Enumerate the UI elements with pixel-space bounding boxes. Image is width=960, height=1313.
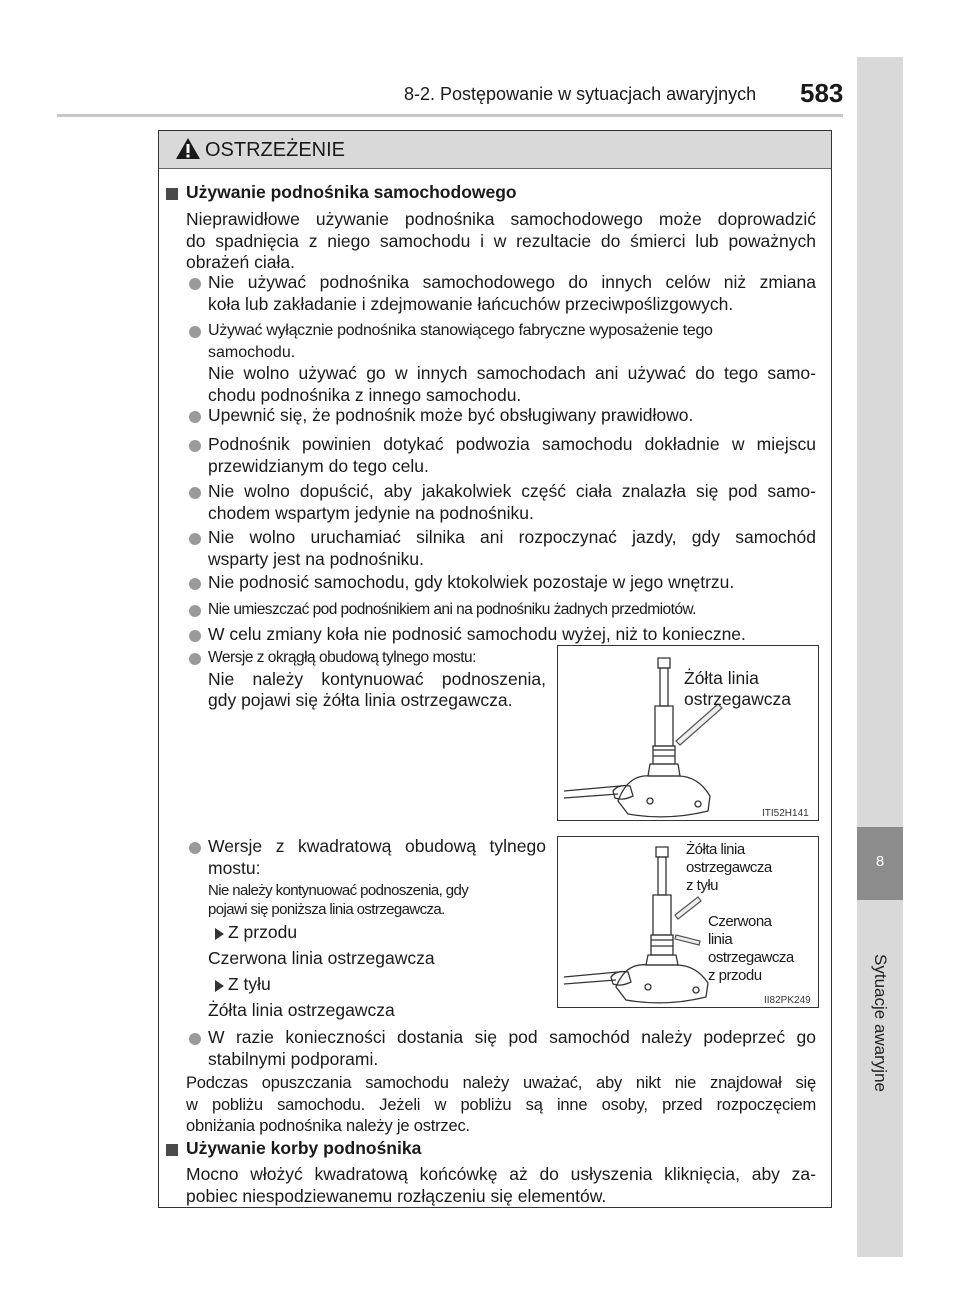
- rear-text: Żółta linia ostrzegawcza: [208, 1000, 395, 1020]
- figure-code: II82PK249: [764, 995, 811, 1006]
- bullet-text: W razie konieczności dostania się pod samochód należy podeprzeć go stabilnymi podporami.: [208, 1027, 816, 1069]
- bullet-text: Wersje z okrągłą obudową tylnego mostu: Nie należy kontynuować podnoszenia, gdy pojawi się żółta linia ostrzegawcza.: [208, 649, 546, 710]
- figure-code: ITI52H141: [762, 808, 809, 819]
- section-square-icon: [166, 188, 178, 200]
- section-heading-jack: Używanie podnośnika samochodowego: [186, 182, 517, 202]
- bullet-icon: [189, 630, 201, 642]
- bullet-icon: [189, 411, 201, 423]
- figure-jack-round-axle: [557, 645, 819, 821]
- figure-label-rear: Żółta linia ostrzegawcza z tyłu: [686, 841, 772, 894]
- rear-label: Z tyłu: [228, 974, 271, 994]
- section-heading-crank: Używanie korby podnośnika: [186, 1138, 422, 1158]
- intro-paragraph: Nieprawidłowe używanie podnośnika samochodowego może doprowadzić do spadnięcia z niego samochodu i w rezultacie do śmierci lub poważnych obrażeń ciała.: [186, 209, 816, 272]
- arrow-right-icon: [215, 980, 224, 992]
- figure-jack-square-axle: [557, 836, 819, 1008]
- warning-triangle-icon: [175, 137, 201, 160]
- section-title: 8-2. Postępowanie w sytuacjach awaryjnych: [404, 84, 757, 104]
- front-label: Z przodu: [228, 922, 298, 942]
- bullet-text: Nie wolno dopuścić, aby jakakolwiek część ciała znalazła się pod samo- chodem wspartym jedynie na podnośniku.: [208, 481, 816, 523]
- chapter-number-tab: 8: [857, 827, 903, 900]
- bullet-text: Upewnić się, że podnośnik może być obsługiwany prawidłowo.: [208, 405, 694, 425]
- bullet-icon: [189, 578, 201, 590]
- outro-paragraph: Podczas opuszczania samochodu należy uważać, aby nikt nie znajdował się w pobliżu samochodu. Jeżeli w pobliżu są inne osoby, przed rozpoczęciem obniżania podnośnika należy je ostrzec.: [186, 1074, 816, 1135]
- chapter-title: Sytuacje awaryjne: [871, 954, 890, 1092]
- bullet-text: Używać wyłącznie podnośnika stanowiącego fabryczne wyposażenie tego samochodu. Nie wolno używać go w innych samochodach ani używać do tego samo- chodu podnośnika z innego samochodu.: [208, 322, 816, 405]
- bullet-text: Nie używać podnośnika samochodowego do innych celów niż zmiana koła lub zakładanie i zdejmowanie łańcuchów przeciwpoślizgowych.: [208, 272, 816, 314]
- chapter-title-tab: [857, 905, 903, 1145]
- bullet-icon: [189, 440, 201, 452]
- bullet-icon: [189, 326, 201, 338]
- bullet-text: Nie wolno uruchamiać silnika ani rozpoczynać jazdy, gdy samochód wsparty jest na podnośniku.: [208, 527, 816, 569]
- figure-label: Żółta linia ostrzegawcza: [684, 668, 791, 709]
- bullet-text: Wersje z kwadratową obudową tylnego mostu: Nie należy kontynuować podnoszenia, gdy pojawi się poniższa linia ostrzegawcza.: [208, 836, 546, 918]
- bullet-icon: [189, 487, 201, 499]
- warning-header: [159, 131, 831, 169]
- page-number: 583: [800, 78, 844, 108]
- bullet-icon: [189, 278, 201, 290]
- crank-paragraph: Mocno włożyć kwadratową końcówkę aż do usłyszenia kliknięcia, aby za- pobiec niespodziewanemu rozłączeniu się elementów.: [186, 1164, 816, 1206]
- header-rule: [57, 114, 843, 117]
- section-square-icon: [166, 1144, 178, 1156]
- bullet-text: Nie umieszczać pod podnośnikiem ani na podnośniku żadnych przedmiotów.: [208, 601, 696, 618]
- bullet-icon: [189, 842, 201, 854]
- front-text: Czerwona linia ostrzegawcza: [208, 948, 435, 968]
- bullet-text: W celu zmiany koła nie podnosić samochodu wyżej, niż to konieczne.: [208, 624, 746, 644]
- bullet-text: Podnośnik powinien dotykać podwozia samochodu dokładnie w miejscu przewidzianym do tego celu.: [208, 434, 816, 476]
- warning-title: OSTRZEŻENIE: [205, 139, 346, 161]
- bullet-icon: [189, 533, 201, 545]
- bullet-icon: [189, 653, 201, 665]
- figure-label-front: Czerwona linia ostrzegawcza z przodu: [708, 913, 794, 984]
- bullet-icon: [189, 605, 201, 617]
- bullet-icon: [189, 1033, 201, 1045]
- bullet-text: Nie podnosić samochodu, gdy ktokolwiek pozostaje w jego wnętrzu.: [208, 572, 735, 592]
- arrow-right-icon: [215, 928, 224, 940]
